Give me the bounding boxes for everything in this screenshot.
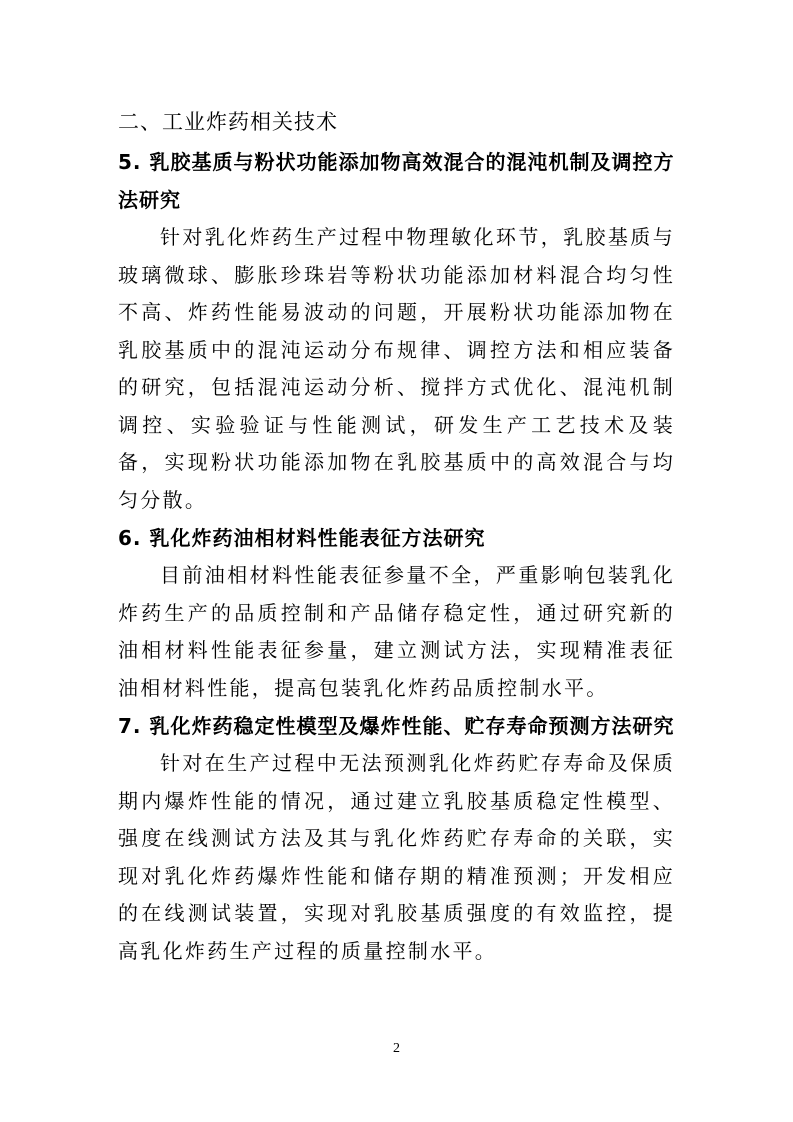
item-body-5: 针对乳化炸药生产过程中物理敏化环节，乳胶基质与玻璃微球、膨胀珍珠岩等粉状功能添加材料混合均匀性不高、炸药性能易波动的问题，开展粉状功能添加物在乳胶基质中的混沌运动分布规律、调控方法和相应装备的研究，包括混沌运动分析、搅拌方式优化、混沌机制调控、实验验证与性能测试，研发生产工艺技术及装备，实现粉状功能添加物在乳胶基质中的高效混合与均匀分散。 — [118, 225, 675, 512]
section-heading: 二、工业炸药相关技术 — [118, 110, 338, 134]
item-title-5: 5. 乳胶基质与粉状功能添加物高效混合的混沌机制及调控方法研究 — [118, 150, 675, 212]
item-body-6: 目前油相材料性能表征参量不全，严重影响包装乳化炸药生产的品质控制和产品储存稳定性，通过研究新的油相材料性能表征参量，建立测试方法，实现精准表征油相材料性能，提高包装乳化炸药品质控制水平。 — [118, 563, 675, 700]
item-title-6: 6. 乳化炸药油相材料性能表征方法研究 — [118, 526, 486, 550]
page-number: 2 — [393, 1041, 400, 1056]
document-content — [118, 143, 675, 970]
item-title-7: 7. 乳化炸药稳定性模型及爆炸性能、贮存寿命预测方法研究 — [118, 714, 675, 738]
item-body-7: 针对在生产过程中无法预测乳化炸药贮存寿命及保质期内爆炸性能的情况，通过建立乳胶基质稳定性模型、强度在线测试方法及其与乳化炸药贮存寿命的关联，实现对乳化炸药爆炸性能和储存期的精准预测；开发相应的在线测试装置，实现对乳胶基质强度的有效监控，提高乳化炸药生产过程的质量控制水平。 — [118, 751, 675, 963]
